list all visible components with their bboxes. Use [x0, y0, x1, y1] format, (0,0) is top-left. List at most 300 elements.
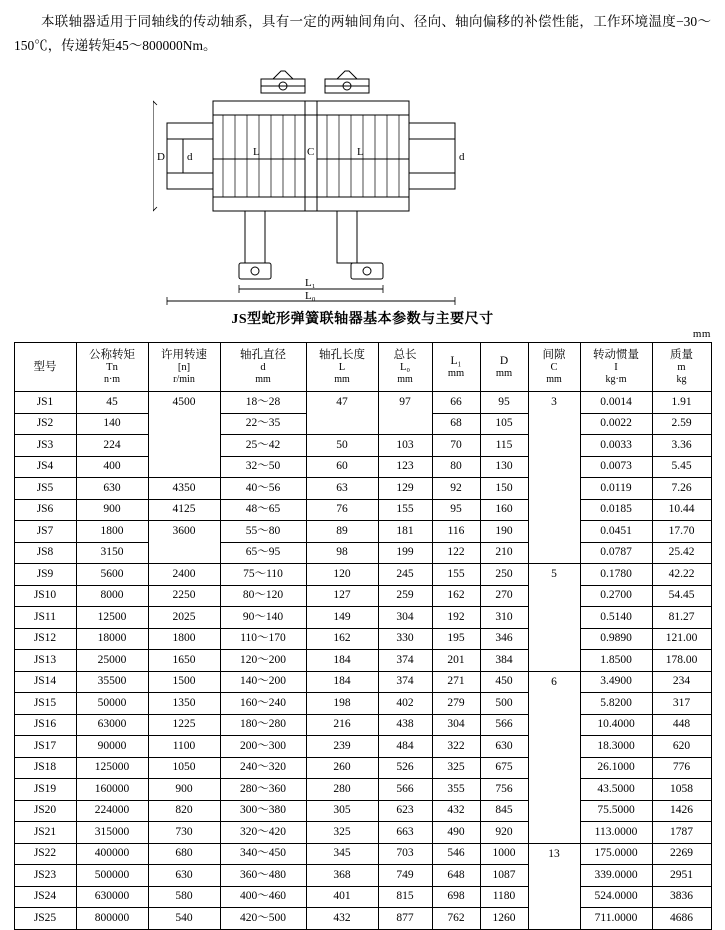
cell-bore-diameter: 48～65 [220, 499, 306, 521]
cell-D: 115 [480, 435, 528, 457]
cell-total-length: 526 [378, 757, 432, 779]
cell-L1: 648 [432, 865, 480, 887]
cell-D: 95 [480, 392, 528, 414]
cell-bore-diameter: 32～50 [220, 456, 306, 478]
cell-L1: 355 [432, 779, 480, 801]
cell-nominal-torque: 400000 [76, 843, 148, 865]
cell-clearance [528, 542, 580, 564]
cell-allowable-speed: 630 [148, 865, 220, 887]
cell-bore-length: 368 [306, 865, 378, 887]
cell-total-length: 103 [378, 435, 432, 457]
table-row [14, 822, 711, 844]
cell-clearance [528, 822, 580, 844]
cell-L1: 162 [432, 585, 480, 607]
cell-clearance [528, 908, 580, 930]
cell-nominal-torque: 224000 [76, 800, 148, 822]
header-L1: L₁ mm [432, 343, 480, 392]
cell-moment-of-inertia: 3.4900 [580, 671, 652, 693]
cell-allowable-speed: 1050 [148, 757, 220, 779]
cell-nominal-torque: 50000 [76, 693, 148, 715]
cell-total-length [378, 413, 432, 435]
cell-moment-of-inertia: 18.3000 [580, 736, 652, 758]
cell-moment-of-inertia: 0.0014 [580, 392, 652, 414]
cell-bore-diameter: 80～120 [220, 585, 306, 607]
cell-moment-of-inertia: 0.9890 [580, 628, 652, 650]
table-row [14, 435, 711, 457]
cell-model: JS1 [14, 392, 76, 414]
cell-allowable-speed [148, 435, 220, 457]
cell-clearance [528, 628, 580, 650]
cell-D: 450 [480, 671, 528, 693]
cell-nominal-torque: 160000 [76, 779, 148, 801]
cell-nominal-torque: 8000 [76, 585, 148, 607]
cell-clearance [528, 413, 580, 435]
cell-nominal-torque: 5600 [76, 564, 148, 586]
header-D: D mm [480, 343, 528, 392]
cell-total-length: 663 [378, 822, 432, 844]
cell-mass: 10.44 [652, 499, 711, 521]
cell-mass: 42.22 [652, 564, 711, 586]
cell-clearance [528, 757, 580, 779]
header-allowable-speed: 许用转速 [n] r/min [148, 343, 220, 392]
cell-clearance: 3 [528, 392, 580, 414]
cell-bore-length: 325 [306, 822, 378, 844]
cell-allowable-speed: 4500 [148, 392, 220, 414]
cell-L1: 80 [432, 456, 480, 478]
cell-bore-length: 76 [306, 499, 378, 521]
cell-model: JS16 [14, 714, 76, 736]
header-total-length: 总长 L₀ mm [378, 343, 432, 392]
cell-clearance [528, 435, 580, 457]
cell-nominal-torque: 35500 [76, 671, 148, 693]
cell-D: 210 [480, 542, 528, 564]
cell-bore-length: 162 [306, 628, 378, 650]
cell-model: JS5 [14, 478, 76, 500]
cell-nominal-torque: 400 [76, 456, 148, 478]
cell-bore-length: 50 [306, 435, 378, 457]
cell-bore-length: 216 [306, 714, 378, 736]
table-row [14, 413, 711, 435]
cell-L1: 192 [432, 607, 480, 629]
label-C: C [306, 146, 314, 159]
cell-allowable-speed: 2025 [148, 607, 220, 629]
cell-clearance: 5 [528, 564, 580, 586]
cell-L1: 68 [432, 413, 480, 435]
table-row [14, 456, 711, 478]
table-row [14, 736, 711, 758]
cell-bore-length: 305 [306, 800, 378, 822]
cell-moment-of-inertia: 113.0000 [580, 822, 652, 844]
cell-mass: 2269 [652, 843, 711, 865]
cell-bore-diameter: 160～240 [220, 693, 306, 715]
cell-clearance [528, 585, 580, 607]
cell-allowable-speed: 1500 [148, 671, 220, 693]
cell-allowable-speed: 4350 [148, 478, 220, 500]
cell-L1: 271 [432, 671, 480, 693]
cell-L1: 304 [432, 714, 480, 736]
cell-model: JS17 [14, 736, 76, 758]
cell-total-length: 749 [378, 865, 432, 887]
cell-total-length: 330 [378, 628, 432, 650]
cell-model: JS10 [14, 585, 76, 607]
cell-L1: 66 [432, 392, 480, 414]
cell-bore-length: 432 [306, 908, 378, 930]
cell-mass: 25.42 [652, 542, 711, 564]
cell-clearance [528, 499, 580, 521]
cell-nominal-torque: 630 [76, 478, 148, 500]
cell-model: JS14 [14, 671, 76, 693]
cell-nominal-torque: 1800 [76, 521, 148, 543]
cell-total-length: 129 [378, 478, 432, 500]
cell-mass: 1426 [652, 800, 711, 822]
cell-L1: 762 [432, 908, 480, 930]
cell-D: 756 [480, 779, 528, 801]
cell-allowable-speed: 1100 [148, 736, 220, 758]
cell-moment-of-inertia: 26.1000 [580, 757, 652, 779]
cell-bore-length: 401 [306, 886, 378, 908]
cell-moment-of-inertia: 0.2700 [580, 585, 652, 607]
cell-D: 1087 [480, 865, 528, 887]
cell-nominal-torque: 25000 [76, 650, 148, 672]
cell-model: JS19 [14, 779, 76, 801]
cell-bore-diameter: 400～460 [220, 886, 306, 908]
table-row [14, 392, 711, 414]
cell-mass: 2951 [652, 865, 711, 887]
cell-D: 566 [480, 714, 528, 736]
cell-bore-diameter: 40～56 [220, 478, 306, 500]
cell-bore-length: 260 [306, 757, 378, 779]
cell-bore-diameter: 75～110 [220, 564, 306, 586]
table-row [14, 585, 711, 607]
cell-D: 675 [480, 757, 528, 779]
cell-allowable-speed: 2400 [148, 564, 220, 586]
cell-moment-of-inertia: 5.8200 [580, 693, 652, 715]
cell-bore-length: 98 [306, 542, 378, 564]
cell-model: JS24 [14, 886, 76, 908]
cell-bore-diameter: 18～28 [220, 392, 306, 414]
table-row [14, 478, 711, 500]
cell-clearance [528, 650, 580, 672]
label-L1: L₁ [304, 277, 316, 290]
cell-L1: 155 [432, 564, 480, 586]
cell-nominal-torque: 18000 [76, 628, 148, 650]
cell-moment-of-inertia: 175.0000 [580, 843, 652, 865]
cell-total-length: 199 [378, 542, 432, 564]
cell-moment-of-inertia: 0.0451 [580, 521, 652, 543]
cell-D: 130 [480, 456, 528, 478]
cell-mass: 54.45 [652, 585, 711, 607]
cell-D: 270 [480, 585, 528, 607]
cell-allowable-speed: 1225 [148, 714, 220, 736]
cell-allowable-speed [148, 456, 220, 478]
cell-bore-length: 280 [306, 779, 378, 801]
cell-bore-length: 198 [306, 693, 378, 715]
cell-bore-diameter: 140～200 [220, 671, 306, 693]
cell-moment-of-inertia: 0.0033 [580, 435, 652, 457]
table-row [14, 779, 711, 801]
table-row [14, 843, 711, 865]
cell-nominal-torque: 900 [76, 499, 148, 521]
cell-L1: 195 [432, 628, 480, 650]
cell-bore-length: 47 [306, 392, 378, 414]
cell-total-length: 374 [378, 650, 432, 672]
cell-total-length: 703 [378, 843, 432, 865]
label-d-right: d [458, 151, 464, 164]
cell-D: 105 [480, 413, 528, 435]
cell-D: 346 [480, 628, 528, 650]
cell-D: 160 [480, 499, 528, 521]
cell-nominal-torque: 315000 [76, 822, 148, 844]
cell-mass: 81.27 [652, 607, 711, 629]
table-row [14, 693, 711, 715]
cell-D: 1260 [480, 908, 528, 930]
cell-bore-length: 345 [306, 843, 378, 865]
cell-moment-of-inertia: 711.0000 [580, 908, 652, 930]
cell-allowable-speed: 4125 [148, 499, 220, 521]
table-row [14, 800, 711, 822]
header-moment-of-inertia: 转动惯量 I kg·m [580, 343, 652, 392]
cell-total-length: 438 [378, 714, 432, 736]
cell-bore-length [306, 413, 378, 435]
cell-allowable-speed: 680 [148, 843, 220, 865]
table-row [14, 542, 711, 564]
cell-bore-diameter: 240～320 [220, 757, 306, 779]
cell-model: JS8 [14, 542, 76, 564]
cell-bore-diameter: 360～480 [220, 865, 306, 887]
cell-total-length: 623 [378, 800, 432, 822]
label-L-left: L [252, 146, 260, 159]
cell-D: 310 [480, 607, 528, 629]
table-row [14, 886, 711, 908]
cell-moment-of-inertia: 0.0185 [580, 499, 652, 521]
cell-model: JS11 [14, 607, 76, 629]
spec-table-body [14, 392, 711, 930]
cell-bore-length: 184 [306, 650, 378, 672]
cell-bore-diameter: 200～300 [220, 736, 306, 758]
cell-mass: 121.00 [652, 628, 711, 650]
cell-L1: 95 [432, 499, 480, 521]
unit-label: mm [692, 328, 711, 341]
cell-clearance [528, 800, 580, 822]
cell-L1: 201 [432, 650, 480, 672]
cell-bore-diameter: 55～80 [220, 521, 306, 543]
cell-moment-of-inertia: 1.8500 [580, 650, 652, 672]
cell-nominal-torque: 90000 [76, 736, 148, 758]
cell-mass: 17.70 [652, 521, 711, 543]
cell-moment-of-inertia: 43.5000 [580, 779, 652, 801]
cell-nominal-torque: 63000 [76, 714, 148, 736]
table-row [14, 564, 711, 586]
cell-bore-diameter: 420～500 [220, 908, 306, 930]
cell-allowable-speed: 2250 [148, 585, 220, 607]
cell-total-length: 877 [378, 908, 432, 930]
header-clearance: 间隙 C mm [528, 343, 580, 392]
cell-total-length: 402 [378, 693, 432, 715]
cell-moment-of-inertia: 0.0787 [580, 542, 652, 564]
cell-mass: 7.26 [652, 478, 711, 500]
cell-L1: 92 [432, 478, 480, 500]
coupling-drawing-svg [153, 61, 573, 306]
cell-clearance [528, 779, 580, 801]
cell-nominal-torque: 3150 [76, 542, 148, 564]
cell-moment-of-inertia: 524.0000 [580, 886, 652, 908]
cell-bore-diameter: 65～95 [220, 542, 306, 564]
spec-table [14, 342, 712, 930]
table-row [14, 757, 711, 779]
cell-bore-length: 120 [306, 564, 378, 586]
cell-allowable-speed: 900 [148, 779, 220, 801]
cell-D: 1180 [480, 886, 528, 908]
cell-mass: 1787 [652, 822, 711, 844]
cell-D: 500 [480, 693, 528, 715]
table-row [14, 607, 711, 629]
cell-moment-of-inertia: 339.0000 [580, 865, 652, 887]
cell-moment-of-inertia: 75.5000 [580, 800, 652, 822]
cell-mass: 5.45 [652, 456, 711, 478]
cell-bore-length: 89 [306, 521, 378, 543]
table-header-row [14, 343, 711, 392]
cell-clearance [528, 607, 580, 629]
cell-clearance [528, 478, 580, 500]
cell-mass: 448 [652, 714, 711, 736]
cell-mass: 3.36 [652, 435, 711, 457]
cell-mass: 3836 [652, 886, 711, 908]
cell-allowable-speed: 1650 [148, 650, 220, 672]
cell-total-length: 97 [378, 392, 432, 414]
cell-mass: 234 [652, 671, 711, 693]
label-D: D [156, 151, 165, 164]
header-bore-diameter: 轴孔直径 d mm [220, 343, 306, 392]
cell-total-length: 304 [378, 607, 432, 629]
cell-model: JS12 [14, 628, 76, 650]
cell-clearance [528, 886, 580, 908]
cell-clearance: 13 [528, 843, 580, 865]
cell-model: JS3 [14, 435, 76, 457]
cell-nominal-torque: 140 [76, 413, 148, 435]
cell-bore-diameter: 280～360 [220, 779, 306, 801]
cell-mass: 178.00 [652, 650, 711, 672]
cell-bore-diameter: 110～170 [220, 628, 306, 650]
cell-total-length: 815 [378, 886, 432, 908]
cell-model: JS21 [14, 822, 76, 844]
cell-model: JS20 [14, 800, 76, 822]
cell-clearance: 6 [528, 671, 580, 693]
cell-D: 150 [480, 478, 528, 500]
cell-total-length: 259 [378, 585, 432, 607]
cell-mass: 1058 [652, 779, 711, 801]
table-row [14, 521, 711, 543]
label-L-right: L [356, 146, 364, 159]
cell-L1: 116 [432, 521, 480, 543]
cell-total-length: 566 [378, 779, 432, 801]
cell-mass: 4686 [652, 908, 711, 930]
cell-moment-of-inertia: 0.0073 [580, 456, 652, 478]
table-row [14, 671, 711, 693]
cell-allowable-speed: 820 [148, 800, 220, 822]
cell-D: 190 [480, 521, 528, 543]
cell-clearance [528, 456, 580, 478]
cell-moment-of-inertia: 0.5140 [580, 607, 652, 629]
cell-L1: 70 [432, 435, 480, 457]
cell-model: JS15 [14, 693, 76, 715]
cell-bore-length: 149 [306, 607, 378, 629]
cell-moment-of-inertia: 0.1780 [580, 564, 652, 586]
table-row [14, 499, 711, 521]
cell-model: JS4 [14, 456, 76, 478]
cell-bore-diameter: 320～420 [220, 822, 306, 844]
cell-clearance [528, 736, 580, 758]
cell-bore-diameter: 340～450 [220, 843, 306, 865]
table-title: JS型蛇形弹簧联轴器基本参数与主要尺寸 [231, 312, 494, 328]
table-title-row [0, 308, 725, 341]
cell-model: JS23 [14, 865, 76, 887]
cell-mass: 1.91 [652, 392, 711, 414]
cell-mass: 620 [652, 736, 711, 758]
cell-mass: 2.59 [652, 413, 711, 435]
cell-total-length: 181 [378, 521, 432, 543]
cell-bore-length: 127 [306, 585, 378, 607]
cell-model: JS6 [14, 499, 76, 521]
cell-L1: 325 [432, 757, 480, 779]
cell-allowable-speed [148, 413, 220, 435]
cell-total-length: 484 [378, 736, 432, 758]
cell-D: 250 [480, 564, 528, 586]
intro-paragraph: 本联轴器适用于同轴线的传动轴系，具有一定的两轴间角向、径向、轴向偏移的补偿性能，工作环境温度−30～150℃，传递转矩45～800000Nm。 [14, 14, 711, 53]
cell-bore-diameter: 180～280 [220, 714, 306, 736]
label-L0: L₀ [304, 290, 316, 303]
cell-D: 630 [480, 736, 528, 758]
cell-mass: 776 [652, 757, 711, 779]
header-nominal-torque: 公称转矩 Tn n·m [76, 343, 148, 392]
cell-model: JS2 [14, 413, 76, 435]
cell-L1: 490 [432, 822, 480, 844]
cell-bore-length: 184 [306, 671, 378, 693]
cell-clearance [528, 521, 580, 543]
cell-allowable-speed [148, 542, 220, 564]
table-row [14, 908, 711, 930]
cell-L1: 322 [432, 736, 480, 758]
header-bore-length: 轴孔长度 L mm [306, 343, 378, 392]
cell-allowable-speed: 3600 [148, 521, 220, 543]
cell-allowable-speed: 730 [148, 822, 220, 844]
cell-model: JS13 [14, 650, 76, 672]
cell-clearance [528, 865, 580, 887]
cell-L1: 432 [432, 800, 480, 822]
cell-model: JS18 [14, 757, 76, 779]
cell-nominal-torque: 800000 [76, 908, 148, 930]
cell-nominal-torque: 12500 [76, 607, 148, 629]
cell-bore-diameter: 300～380 [220, 800, 306, 822]
header-model: 型号 [14, 343, 76, 392]
cell-allowable-speed: 540 [148, 908, 220, 930]
table-row [14, 714, 711, 736]
cell-bore-length: 239 [306, 736, 378, 758]
cell-D: 845 [480, 800, 528, 822]
cell-total-length: 155 [378, 499, 432, 521]
table-row [14, 865, 711, 887]
cell-moment-of-inertia: 0.0022 [580, 413, 652, 435]
cell-bore-diameter: 25～42 [220, 435, 306, 457]
cell-bore-diameter: 22～35 [220, 413, 306, 435]
cell-L1: 279 [432, 693, 480, 715]
cell-model: JS7 [14, 521, 76, 543]
cell-total-length: 374 [378, 671, 432, 693]
cell-allowable-speed: 1800 [148, 628, 220, 650]
cell-nominal-torque: 630000 [76, 886, 148, 908]
cell-allowable-speed: 1350 [148, 693, 220, 715]
cell-total-length: 123 [378, 456, 432, 478]
coupling-figure [0, 61, 725, 306]
